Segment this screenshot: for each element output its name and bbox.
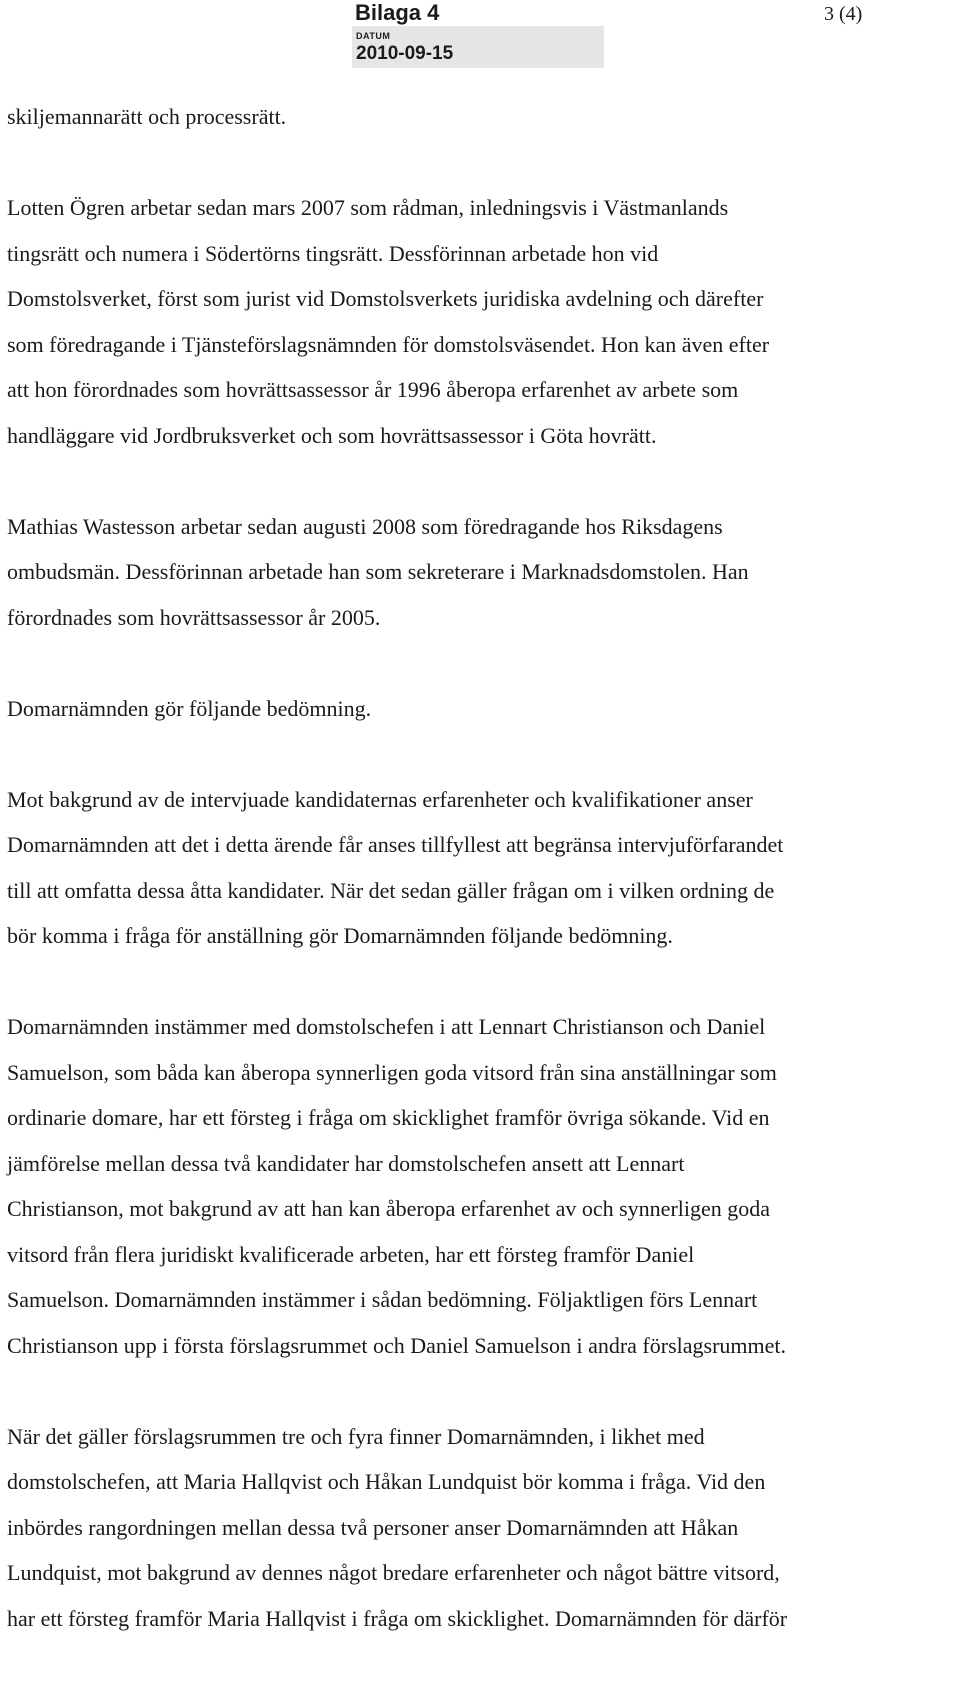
text-line: att hon förordnades som hovrättsassessor år 1996 åberopa erfarenhet av arbete som [7,377,739,402]
text-line: Lotten Ögren arbetar sedan mars 2007 som rådman, inledningsvis i Västmanlands [7,195,729,220]
text-line: som föredragande i Tjänsteförslagsnämnden för domstolsväsendet. Hon kan även efter [7,331,770,357]
text-line: domstolschefen, att Maria Hallqvist och Håkan Lundquist bör komma i fråga. Vid den [7,1469,766,1494]
paragraph [7,1004,953,1368]
text-line: Christianson, mot bakgrund av att han kan åberopa erfarenhet av och synnerligen goda [7,1196,771,1221]
text-line: tingsrätt och numera i Södertörns tingsrätt. Dessförinnan arbetade hon vid [7,240,659,266]
text-line: Lundquist, mot bakgrund av dennes något bredare erfarenheter och något bättre vitsord, [7,1560,780,1585]
text-line: Domarnämnden instämmer med domstolschefen i att Lennart Christianson och Daniel [7,1014,766,1039]
text-line: ordinarie domare, har ett försteg i fråga om skicklighet framför övriga sökande. Vid en [7,1105,770,1130]
text-line: Domstolsverket, först som jurist vid Domstolsverkets juridiska avdelning och därefter [7,286,764,311]
paragraph [7,1414,953,1642]
text-line: till att omfatta dessa åtta kandidater. När det sedan gäller frågan om i vilken ordning de [7,877,775,903]
paragraph [7,94,953,140]
text-line: jämförelse mellan dessa två kandidater har domstolschefen ansett att Lennart [7,1150,685,1176]
text-line: ombudsmän. Dessförinnan arbetade han som sekreterare i Marknadsdomstolen. Han [7,559,749,584]
text-line: bör komma i fråga för anställning gör Domarnämnden följande bedömning. [7,923,673,948]
date-box [352,26,604,68]
text-line: Christianson upp i första förslagsrummet och Daniel Samuelson i andra förslagsrummet. [7,1332,787,1358]
text-line: inbördes rangordningen mellan dessa två personer anser Domarnämnden att Håkan [7,1514,739,1540]
paragraph [7,504,953,641]
document-title: Bilaga 4 [355,0,440,25]
text-line: Mathias Wastesson arbetar sedan augusti 2008 som föredragande hos Riksdagens [7,513,723,539]
document-body [7,94,953,1687]
paragraph [7,777,953,959]
date-label: DATUM [356,31,391,41]
text-line: har ett försteg framför Maria Hallqvist i fråga om skicklighet. Domarnämnden för därför [7,1605,788,1631]
text-line: Domarnämnden gör följande bedömning. [7,695,372,721]
text-line: vitsord från flera juridiskt kvalificerade arbeten, har ett försteg framför Daniel [7,1241,695,1267]
text-line: Domarnämnden att det i detta ärende får anses tillfyllest att begränsa intervjuförfarandet [7,832,784,857]
text-line: När det gäller förslagsrummen tre och fyra finner Domarnämnden, i likhet med [7,1423,705,1449]
text-line: förordnades som hovrättsassessor år 2005. [7,604,381,630]
paragraph [7,185,953,458]
text-line: Samuelson. Domarnämnden instämmer i sådan bedömning. Följaktligen förs Lennart [7,1287,758,1312]
text-line: skiljemannarätt och processrätt. [7,104,287,129]
page-number: 3 (4) [824,3,863,25]
text-line: Mot bakgrund av de intervjuade kandidaternas erfarenheter och kvalifikationer anser [7,786,753,812]
text-line: handläggare vid Jordbruksverket och som hovrättsassessor i Göta hovrätt. [7,422,657,448]
paragraph [7,686,953,732]
text-line: Samuelson, som båda kan åberopa synnerligen goda vitsord från sina anställningar som [7,1059,777,1085]
date-value: 2010-09-15 [356,43,454,64]
